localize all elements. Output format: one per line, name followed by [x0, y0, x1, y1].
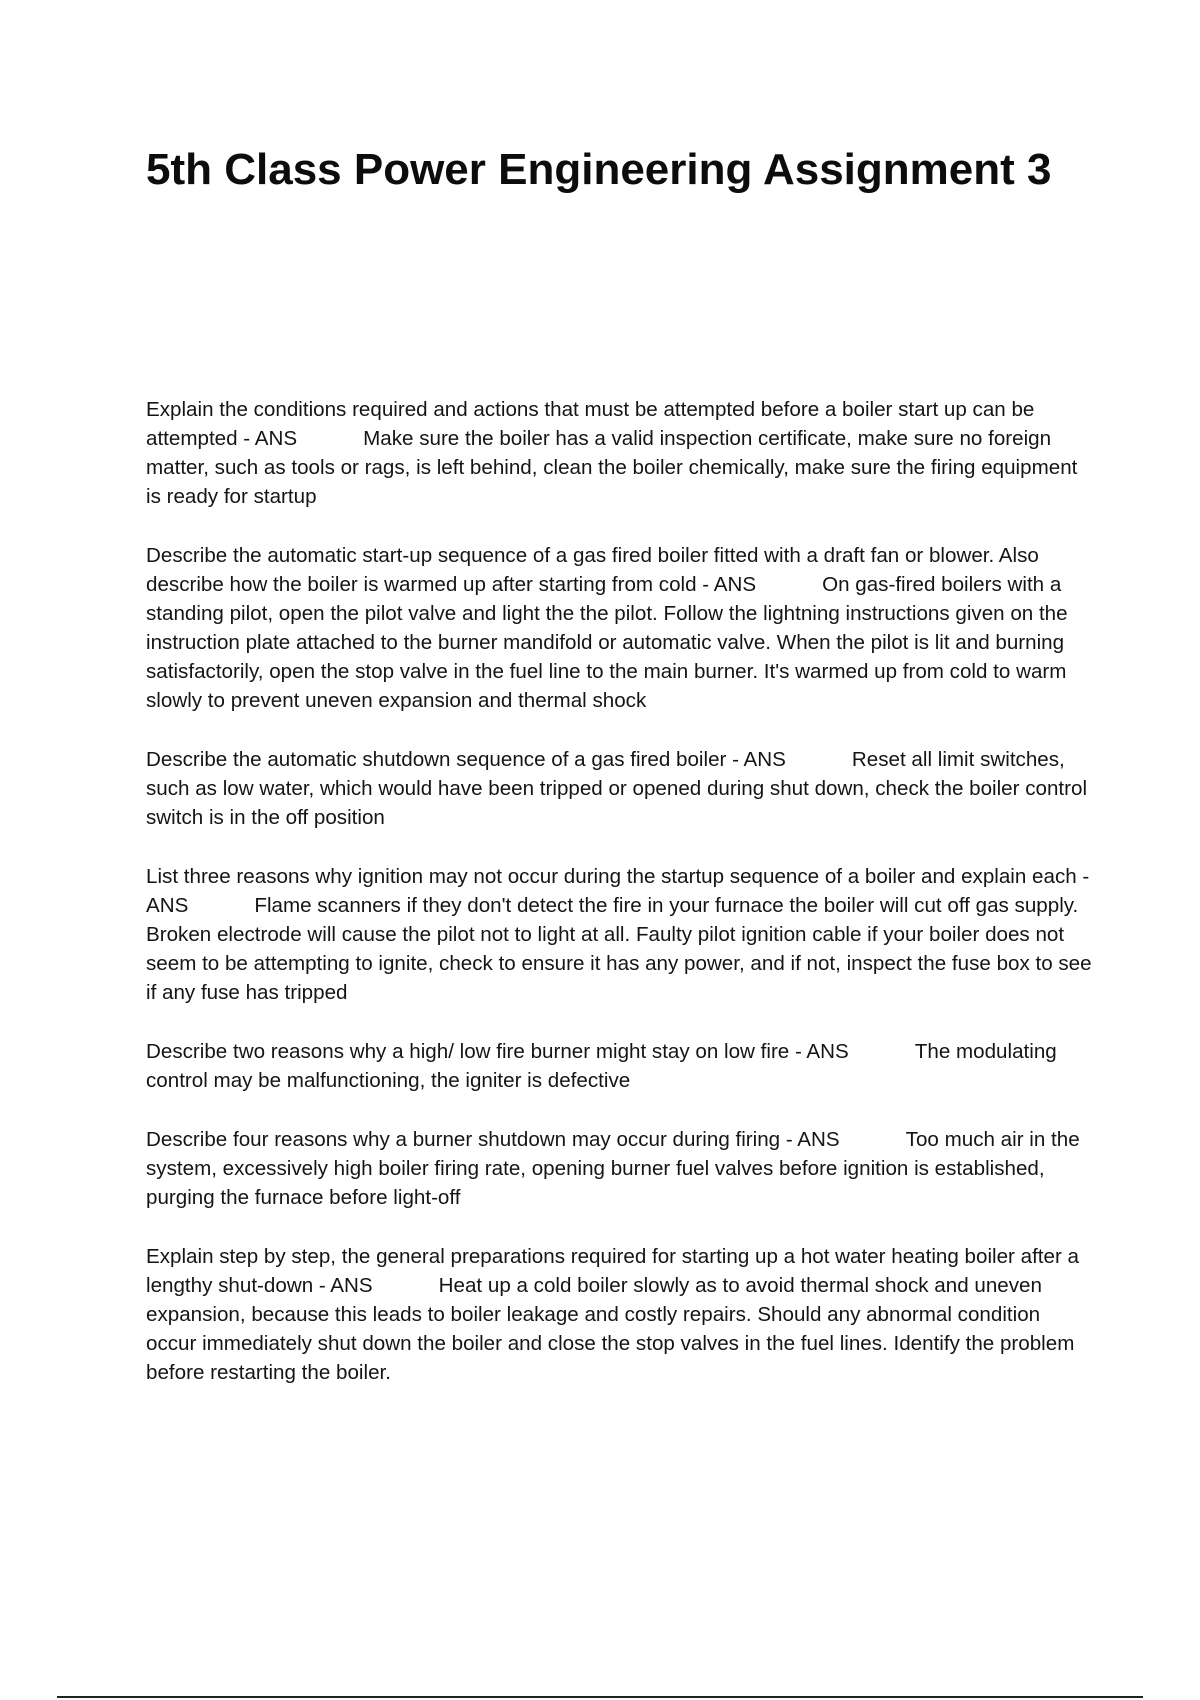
answer-text: Reset all limit switches, such as low water, which would have been tripped or opened during shut down, check the boiler control switch is in the off position — [146, 748, 1088, 829]
answer-text: Flame scanners if they don't detect the fire in your furnace the boiler will cut off gas supply. Broken electrode will cause the pilot not to light at all. Faulty pilot ignition cable if your boiler does not seem to be attempting to ignite, check to ensure it has any power, and if not, inspect the fuse box to see if any fuse has tripped — [146, 894, 1092, 1004]
footer-divider — [57, 1696, 1143, 1698]
question-text: List three reasons why ignition may not occur during the startup sequence of a boiler and explain each - ANS — [146, 865, 1090, 917]
qa-item-6 — [146, 1125, 1096, 1212]
qa-item-3 — [146, 745, 1096, 832]
answer-text: Heat up a cold boiler slowly as to avoid thermal shock and uneven expansion, because this leads to boiler leakage and costly repairs. Should any abnormal condition occur immediately shut down the boiler and close the stop valves in the fuel lines. Identify the problem before restarting the boiler. — [146, 1274, 1075, 1384]
question-text: Describe two reasons why a high/ low fire burner might stay on low fire - ANS — [146, 1040, 849, 1063]
question-text: Describe the automatic shutdown sequence of a gas fired boiler - ANS — [146, 748, 786, 771]
page-title: 5th Class Power Engineering Assignment 3 — [146, 145, 1052, 194]
qa-item-2 — [146, 541, 1096, 715]
question-text: Describe the automatic start-up sequence of a gas fired boiler fitted with a draft fan or blower. Also describe how the boiler is warmed up after starting from cold - ANS — [146, 544, 1039, 596]
qa-item-1 — [146, 395, 1096, 511]
qa-item-5 — [146, 1037, 1096, 1095]
question-text: Explain the conditions required and actions that must be attempted before a boiler start up can be attempted - ANS — [146, 398, 1035, 450]
answer-text: Too much air in the system, excessively high boiler firing rate, opening burner fuel valves before ignition is established, purging the furnace before light-off — [146, 1128, 1080, 1209]
question-text: Describe four reasons why a burner shutdown may occur during firing - ANS — [146, 1128, 840, 1151]
answer-text: On gas-fired boilers with a standing pilot, open the pilot valve and light the the pilot. Follow the lightning instructions given on the instruction plate attached to the burner mandifold or automatic valve. When the pilot is lit and burning satisfactorily, open the stop valve in the fuel line to the main burner. It's warmed up from cold to warm slowly to prevent uneven expansion and thermal shock — [146, 573, 1068, 712]
qa-item-7 — [146, 1242, 1096, 1387]
answer-text: The modulating control may be malfunctioning, the igniter is defective — [146, 1040, 1057, 1092]
qa-item-4 — [146, 862, 1096, 1007]
question-text: Explain step by step, the general preparations required for starting up a hot water heating boiler after a lengthy shut-down - ANS — [146, 1245, 1080, 1297]
answer-text: Make sure the boiler has a valid inspection certificate, make sure no foreign matter, such as tools or rags, is left behind, clean the boiler chemically, make sure the firing equipment is ready for startup — [146, 427, 1078, 508]
qa-list — [146, 395, 1096, 1417]
